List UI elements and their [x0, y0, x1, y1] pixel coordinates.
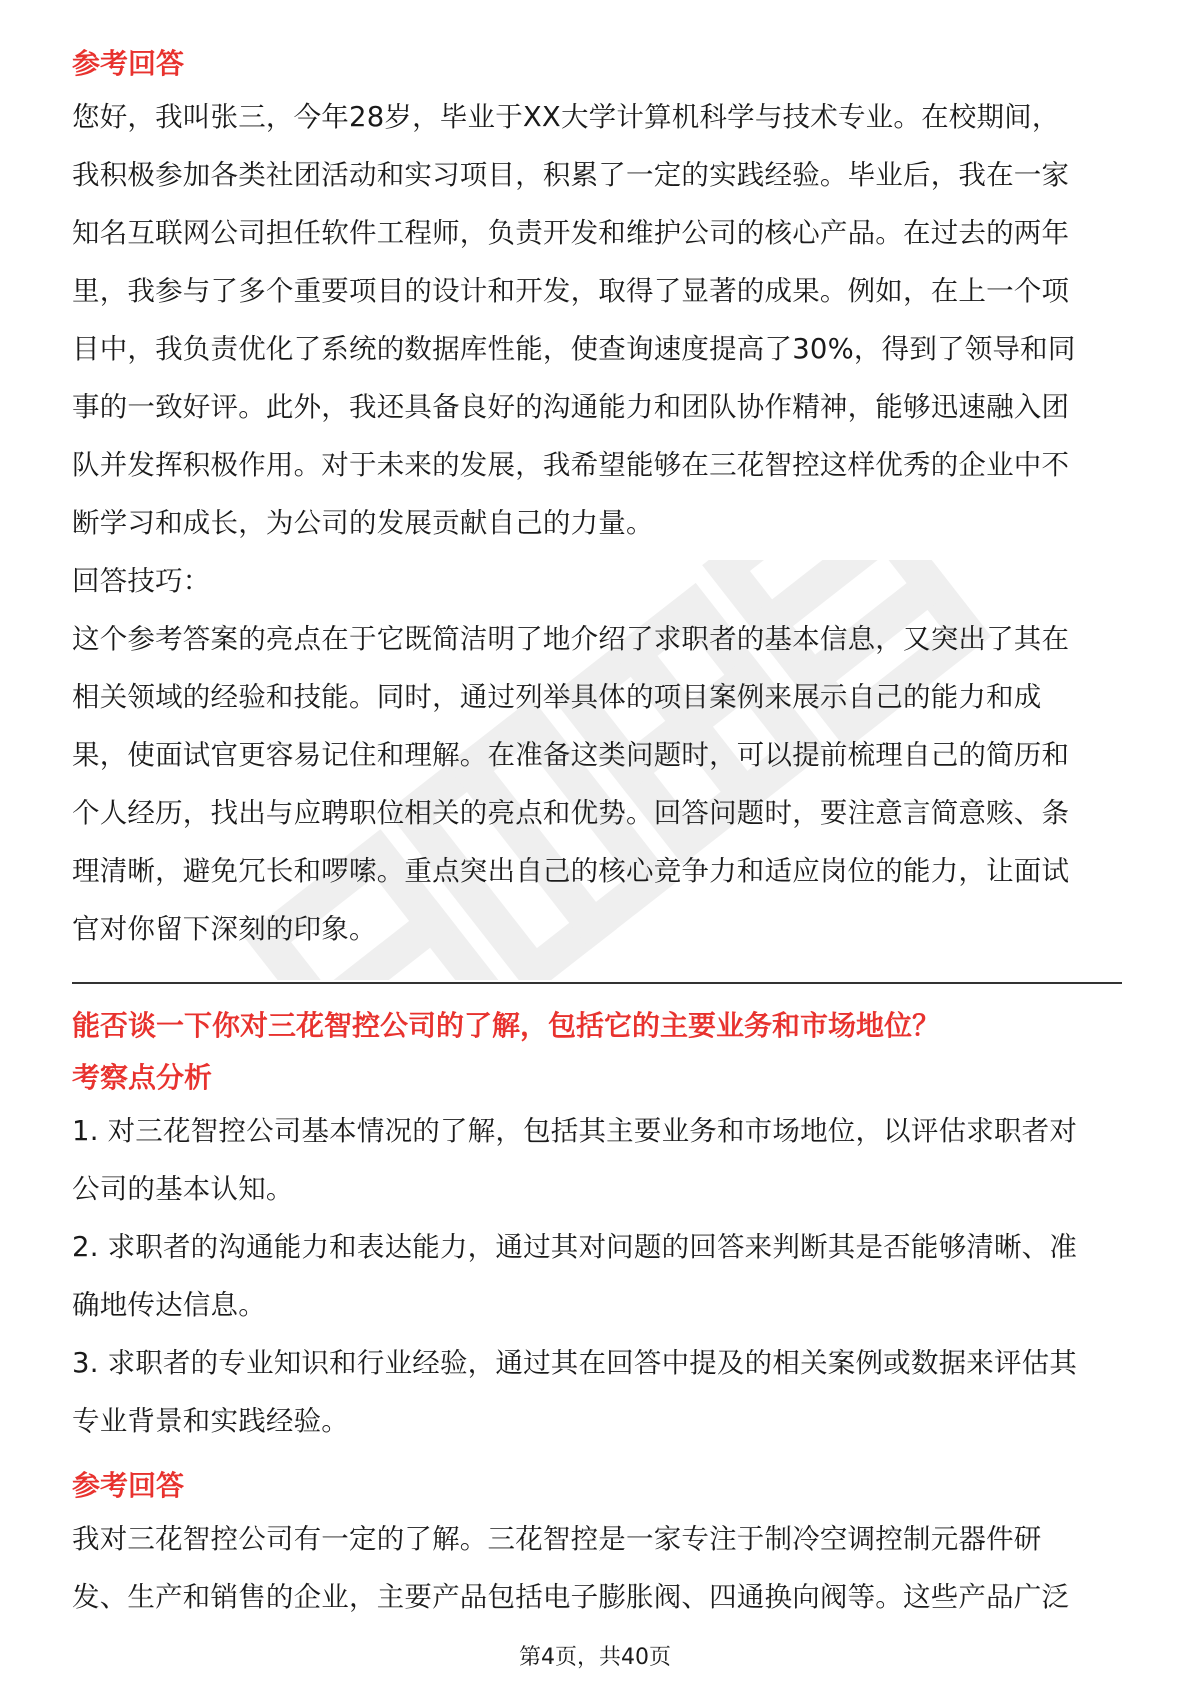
answer-line: 断学习和成长，为公司的发展贡献自己的力量。	[72, 507, 654, 539]
reference-answer-heading: 参考回答	[72, 1469, 185, 1502]
reference-answer-text	[72, 1510, 1122, 1626]
answer-line: 我积极参加各类社团活动和实习项目，积累了一定的实践经验。毕业后，我在一家	[72, 159, 1070, 191]
analysis-line: 1. 对三花智控公司基本情况的了解，包括其主要业务和市场地位，以评估求职者对	[72, 1115, 1078, 1147]
analysis-heading: 考察点分析	[72, 1061, 213, 1094]
answer-line: 目中，我负责优化了系统的数据库性能，使查询速度提高了30%，得到了领导和同	[72, 333, 1076, 365]
answer-line: 队并发挥积极作用。对于未来的发展，我希望能够在三花智控这样优秀的企业中不	[72, 449, 1070, 481]
tip-line: 相关领域的经验和技能。同时，通过列举具体的项目案例来展示自己的能力和成	[72, 681, 1042, 713]
analysis-line: 专业背景和实践经验。	[72, 1405, 349, 1437]
answer-line: 里，我参与了多个重要项目的设计和开发，取得了显著的成果。例如，在上一个项	[72, 275, 1070, 307]
answer-tips-label: 回答技巧：	[72, 565, 211, 597]
section-intro-answer	[72, 44, 1122, 958]
tip-line: 这个参考答案的亮点在于它既简洁明了地介绍了求职者的基本信息，又突出了其在	[72, 623, 1070, 655]
reference-answer-heading: 参考回答	[72, 47, 185, 80]
analysis-line: 2. 求职者的沟通能力和表达能力，通过其对问题的回答来判断其是否能够清晰、准	[72, 1231, 1078, 1263]
tip-line: 官对你留下深刻的印象。	[72, 913, 377, 945]
answer-line: 发、生产和销售的企业，主要产品包括电子膨胀阀、四通换向阀等。这些产品广泛	[72, 1581, 1070, 1613]
section-company-question	[72, 1004, 1122, 1626]
answer-line: 我对三花智控公司有一定的了解。三花智控是一家专注于制冷空调控制元器件研	[72, 1523, 1042, 1555]
tip-line: 理清晰，避免冗长和啰嗦。重点突出自己的核心竞争力和适应岗位的能力，让面试	[72, 855, 1070, 887]
document-page	[72, 44, 1122, 1626]
section-divider	[72, 982, 1122, 984]
answer-line: 知名互联网公司担任软件工程师，负责开发和维护公司的核心产品。在过去的两年	[72, 217, 1070, 249]
interview-question: 能否谈一下你对三花智控公司的了解，包括它的主要业务和市场地位？	[72, 1009, 941, 1042]
page-number: 第4页，共40页	[519, 1645, 671, 1670]
answer-line: 事的一致好评。此外，我还具备良好的沟通能力和团队协作精神，能够迅速融入团	[72, 391, 1070, 423]
answer-tips-text	[72, 610, 1122, 958]
analysis-line: 公司的基本认知。	[72, 1173, 294, 1205]
analysis-list	[72, 1102, 1122, 1450]
analysis-line: 确地传达信息。	[72, 1289, 266, 1321]
reference-answer-text	[72, 88, 1122, 552]
tip-line: 果，使面试官更容易记住和理解。在准备这类问题时，可以提前梳理自己的简历和	[72, 739, 1070, 771]
tip-line: 个人经历，找出与应聘职位相关的亮点和优势。回答问题时，要注意言简意赅、条	[72, 797, 1070, 829]
analysis-line: 3. 求职者的专业知识和行业经验，通过其在回答中提及的相关案例或数据来评估其	[72, 1347, 1078, 1379]
answer-line: 您好，我叫张三，今年28岁，毕业于XX大学计算机科学与技术专业。在校期间，	[72, 101, 1060, 133]
